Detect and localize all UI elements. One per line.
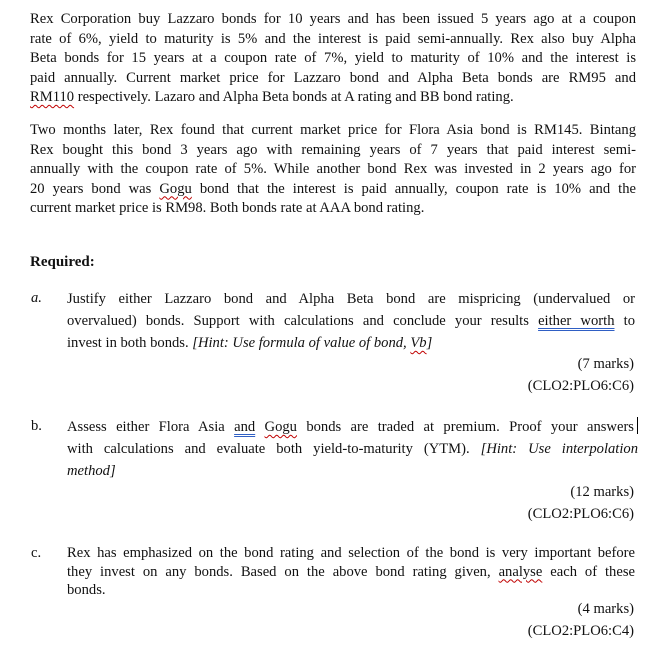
question-a-line-2: overvalued) bonds. Support with calculations and conclude your results either worth to <box>67 313 636 329</box>
question-a-marks-value: (7 marks) <box>577 356 634 372</box>
question-b-clo: (CLO2:PLO6:C6) <box>527 506 634 522</box>
grammar-flag-either-worth[interactable]: either worth <box>538 313 615 329</box>
question-c-marks-value: (4 marks) <box>577 601 634 617</box>
question-c-clo: (CLO2:PLO6:C4) <box>527 623 634 639</box>
question-c-letter: c. <box>31 545 42 561</box>
para2-line-4: 20 years bond was Gogu bond that the interest is paid annually, coupon rate is 10% and the <box>30 180 636 197</box>
spelling-flag-gogu-2[interactable]: Gogu <box>264 419 297 435</box>
question-c-marks <box>528 598 634 642</box>
para1-line-4: paid annually. Current market price for Lazzaro bond and Alpha Beta bonds are RM95 and <box>30 69 636 86</box>
spelling-flag-vb[interactable]: Vb <box>410 335 427 351</box>
question-a-line-3: invest in both bonds. [Hint: Use formula of value of bond, Vb] <box>67 335 433 351</box>
scenario-paragraph-2 <box>30 121 636 219</box>
question-c-text <box>67 544 635 600</box>
para1-line-1: Rex Corporation buy Lazzaro bonds for 10 years and has been issued 5 years ago at a coupon <box>30 11 636 27</box>
question-a-text <box>67 288 635 354</box>
question-a-marks <box>528 353 634 397</box>
question-c-line-3: bonds. <box>67 582 106 598</box>
grammar-flag-and[interactable]: and <box>234 419 256 435</box>
question-b-marks <box>528 481 634 525</box>
question-b-line-3: method] <box>67 463 116 479</box>
question-c-line-1: Rex has emphasized on the bond rating and selection of the bond is very important before <box>67 545 635 561</box>
para1-line-3: Beta bonds for 15 years at a coupon rate of 7%, yield to maturity of 10% and the interest is <box>30 50 636 66</box>
question-b-line-1: Assess either Flora Asia and Gogu bonds are traded at premium. Proof your answers <box>67 416 638 438</box>
spelling-flag-analyse[interactable]: analyse <box>498 563 543 580</box>
question-a-hint: [Hint: Use formula of value of bond, Vb] <box>192 335 433 351</box>
question-b-letter: b. <box>31 418 42 434</box>
question-a-line-1: Justify either Lazzaro bond and Alpha Beta bond are mispricing (undervalued or <box>67 291 635 307</box>
question-b-line-2: with calculations and evaluate both yield-to-maturity (YTM). [Hint: Use interpolation <box>67 441 638 457</box>
question-b-text <box>67 416 638 482</box>
para2-line-5: current market price is RM98. Both bonds rate at AAA bond rating. <box>30 200 425 216</box>
para2-line-3: annually with the coupon rate of 5%. While another bond Rex was invested in 2 years ago for <box>30 161 636 177</box>
required-heading: Required: <box>30 254 95 270</box>
scenario-paragraph-1 <box>30 10 636 108</box>
spelling-flag-gogu[interactable]: Gogu <box>159 180 192 197</box>
para1-line-5: RM110 respectively. Lazaro and Alpha Beta bonds at A rating and BB bond rating. <box>30 89 514 105</box>
para2-line-1: Two months later, Rex found that current market price for Flora Asia bond is RM145. Bintang <box>30 122 636 138</box>
question-a-clo: (CLO2:PLO6:C6) <box>527 378 634 394</box>
question-a-letter: a. <box>31 290 42 306</box>
text-cursor <box>637 417 638 434</box>
question-c-line-2: they invest on any bonds. Based on the above bond rating given, analyse each of these <box>67 563 635 580</box>
para1-line-2: rate of 6%, yield to maturity is 5% and the interest is paid semi-annually. Rex also buy Alpha <box>30 30 636 47</box>
para2-line-2: Rex bought this bond 3 years ago with remaining years of 7 years that paid interest semi- <box>30 141 636 158</box>
spelling-flag-rm110[interactable]: RM110 <box>30 89 75 105</box>
question-b-marks-value: (12 marks) <box>570 484 634 500</box>
